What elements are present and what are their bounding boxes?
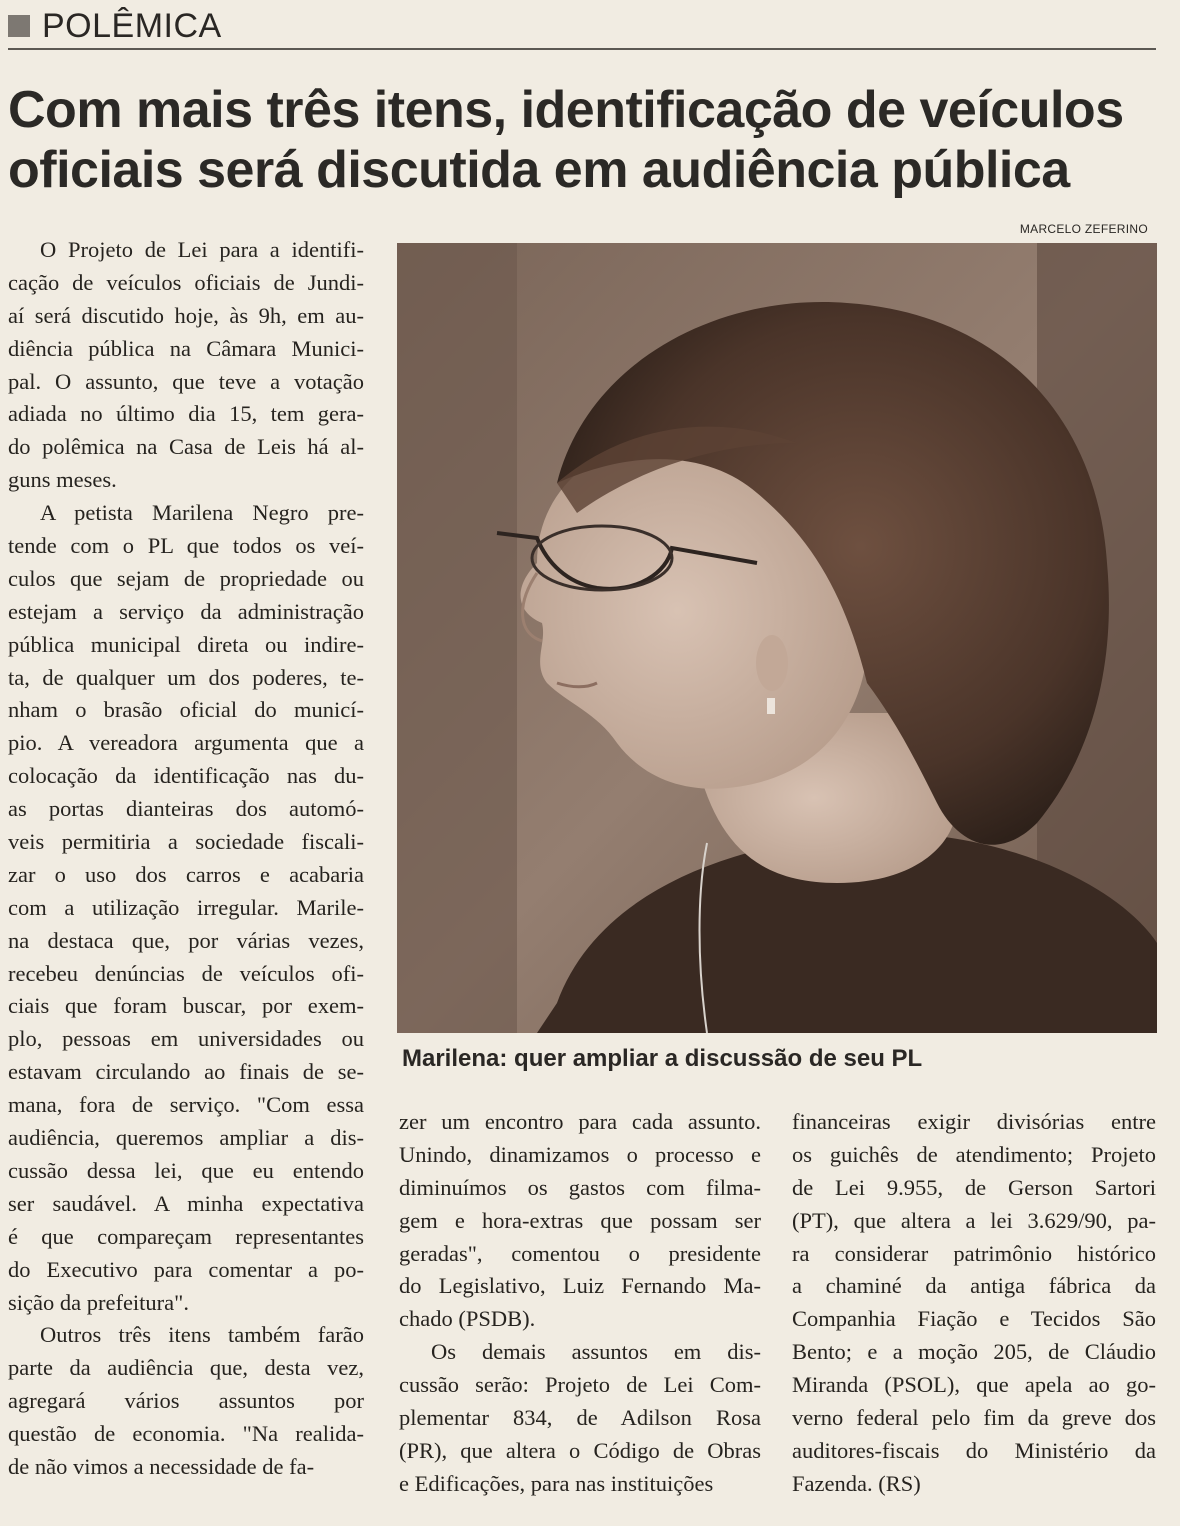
- article-line: Os demais assuntos em dis-: [431, 1339, 761, 1365]
- article-column-3: [792, 1106, 1156, 1501]
- article-line: chado (PSDB).: [399, 1306, 536, 1332]
- article-line: veis permitiria a sociedade fiscali-: [8, 829, 364, 855]
- portrait-illustration: [397, 243, 1157, 1033]
- article-line: de não vimos a necessidade de fa-: [8, 1453, 315, 1479]
- article-line: cussão serão: Projeto de Lei Com-: [399, 1372, 761, 1398]
- article-line: é que compareçam representantes: [8, 1223, 364, 1249]
- article-line: parte da audiência que, desta vez,: [8, 1355, 364, 1381]
- article-line: cação de veículos oficiais de Jundi-: [8, 269, 364, 295]
- article-line: sição da prefeitura".: [8, 1289, 189, 1315]
- article-line: colocação da identificação nas du-: [8, 763, 364, 789]
- article-line: verno federal pelo fim da greve dos: [792, 1405, 1156, 1431]
- article-line: geradas", comentou o presidente: [399, 1240, 761, 1266]
- article-line: com a utilização irregular. Marile-: [8, 894, 364, 920]
- article-line: pio. A vereadora argumenta que a: [8, 730, 364, 756]
- article-line: Companhia Fiação e Tecidos São: [792, 1306, 1156, 1332]
- article-column-1: [8, 234, 364, 1484]
- article-line: zer um encontro para cada assunto.: [399, 1109, 761, 1134]
- article-line: pal. O assunto, que teve a votação: [8, 368, 364, 394]
- article-line: Outros três itens também farão: [40, 1322, 364, 1348]
- section-rule: [8, 48, 1156, 50]
- article-line: culos que sejam de propriedade ou: [8, 565, 364, 591]
- article-line: e Edificações, para nas instituições: [399, 1470, 714, 1496]
- section-label: POLÊMICA: [42, 6, 222, 45]
- portrait-photo: [397, 243, 1157, 1033]
- article-line: Miranda (PSOL), que apela ao go-: [792, 1372, 1156, 1398]
- headline-line-2: oficiais será discutida em audiência pública: [8, 141, 1070, 199]
- article-line: do Legislativo, Luiz Fernando Ma-: [399, 1273, 761, 1299]
- article-line: pública municipal direta ou indire-: [8, 631, 364, 657]
- article-line: mana, fora de serviço. "Com essa: [8, 1092, 364, 1118]
- article-line: plo, pessoas em universidades ou: [8, 1026, 364, 1052]
- article-line: ser saudável. A minha expectativa: [8, 1190, 364, 1216]
- article-line: ciais que foram buscar, por exem-: [8, 993, 364, 1019]
- headline-line-1: Com mais três itens, identificação de veículos: [8, 81, 1124, 139]
- article-line: de Lei 9.955, de Gerson Sartori: [792, 1174, 1156, 1200]
- article-line: aí será discutido hoje, às 9h, em au-: [8, 302, 364, 328]
- article-line: questão de economia. "Na realida-: [8, 1421, 364, 1447]
- article-line: diência pública na Câmara Munici-: [8, 335, 364, 361]
- article-line: audiência, queremos ampliar a dis-: [8, 1125, 364, 1151]
- article-line: zar o uso dos carros e acabaria: [8, 861, 364, 887]
- article-line: O Projeto de Lei para a identifi-: [40, 237, 364, 262]
- article-line: a chaminé da antiga fábrica da: [792, 1273, 1156, 1299]
- article-line: plementar 834, de Adilson Rosa: [399, 1405, 761, 1431]
- article-line: tende com o PL que todos os veí-: [8, 533, 364, 559]
- article-line: cussão dessa lei, que eu entendo: [8, 1157, 364, 1183]
- article-line: nham o brasão oficial do municí-: [8, 697, 364, 723]
- article-line: Bento; e a moção 205, de Cláudio: [792, 1339, 1156, 1365]
- photo-credit: MARCELO ZEFERINO: [1019, 222, 1148, 236]
- article-line: Fazenda. (RS): [792, 1470, 921, 1496]
- article-line: na destaca que, por várias vezes,: [8, 927, 364, 953]
- article-line: Unindo, dinamizamos o processo e: [399, 1141, 761, 1167]
- section-marker-icon: [8, 15, 30, 37]
- article-line: auditores-fiscais do Ministério da: [792, 1437, 1156, 1463]
- article-line: as portas dianteiras dos automó-: [8, 796, 364, 822]
- article-line: A petista Marilena Negro pre-: [40, 500, 364, 526]
- article-line: os guichês de atendimento; Projeto: [792, 1141, 1156, 1167]
- article-line: (PT), que altera a lei 3.629/90, pa-: [792, 1207, 1156, 1233]
- article-line: financeiras exigir divisórias entre: [792, 1109, 1156, 1134]
- section-header: [8, 4, 222, 48]
- article-line: agregará vários assuntos por: [8, 1388, 364, 1414]
- article-line: do Executivo para comentar a po-: [8, 1256, 364, 1282]
- article-line: gem e hora-extras que possam ser: [399, 1207, 761, 1233]
- headline: [8, 80, 1158, 200]
- article-line: estejam a serviço da administração: [8, 598, 364, 624]
- article-column-2: [399, 1106, 761, 1501]
- article-line: recebeu denúncias de veículos ofi-: [8, 960, 364, 986]
- article-line: ta, de qualquer um dos poderes, te-: [8, 664, 364, 690]
- article-line: do polêmica na Casa de Leis há al-: [8, 434, 364, 460]
- article-line: guns meses.: [8, 467, 117, 493]
- article-line: diminuímos os gastos com filma-: [399, 1174, 761, 1200]
- article-line: adiada no último dia 15, tem gera-: [8, 401, 364, 427]
- article-line: estavam circulando ao finais de se-: [8, 1059, 364, 1085]
- article-line: ra considerar patrimônio histórico: [792, 1240, 1156, 1266]
- article-line: (PR), que altera o Código de Obras: [399, 1437, 761, 1463]
- photo-caption: Marilena: quer ampliar a discussão de seu PL: [402, 1045, 923, 1072]
